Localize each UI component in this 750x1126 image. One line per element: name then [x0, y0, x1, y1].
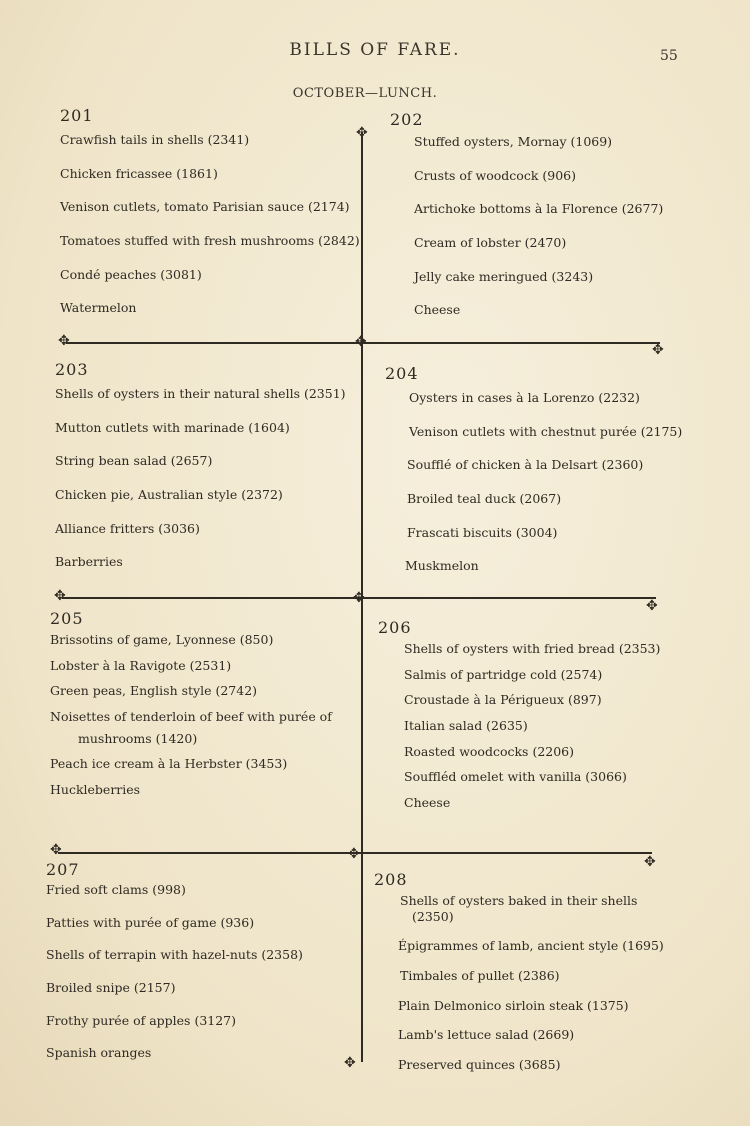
menu-item: Green peas, English style (2742) [50, 683, 258, 699]
menu-number: 204 [385, 364, 419, 383]
menu-item: Shells of oysters baked in their shells [400, 893, 638, 908]
menu-item: Frothy purée of apples (3127) [46, 1012, 237, 1028]
menu-item: Plain Delmonico sirloin steak (1375) [398, 997, 629, 1013]
menu-item: Chicken fricassee (1861) [60, 165, 218, 181]
menu-item: Brissotins of game, Lyonnese (850) [50, 632, 274, 647]
menu-item: Peach ice cream à la Herbster (3453) [50, 756, 288, 772]
menu-204 [385, 364, 682, 574]
menu-item: Barberries [55, 554, 123, 570]
menu-item: Huckleberries [50, 781, 141, 797]
menu-208 [374, 870, 664, 1072]
menu-203 [55, 360, 346, 570]
menu-item: Lamb's lettuce salad (2669) [398, 1027, 575, 1043]
menu-item: Épigrammes of lamb, ancient style (1695) [398, 938, 664, 954]
menu-item: Timbales of pullet (2386) [400, 967, 560, 983]
menu-item: Shells of oysters with fried bread (2353) [404, 641, 661, 656]
menu-number: 202 [390, 110, 424, 129]
ornament-icon: ✥ [644, 854, 656, 870]
menu-number: 201 [60, 106, 94, 125]
menu-item: Muskmelon [405, 558, 479, 574]
ornament-icon: ✥ [646, 598, 658, 614]
ornament-icon: ✥ [652, 342, 664, 358]
menu-item: Chicken pie, Australian style (2372) [55, 486, 283, 502]
menu-item: Shells of terrapin with hazel-nuts (2358) [46, 947, 303, 963]
menu-item-continuation: (2350) [412, 908, 454, 924]
menu-item: Frascati biscuits (3004) [407, 524, 558, 540]
menu-item: Shells of oysters in their natural shells (2351) [55, 386, 346, 401]
menu-item: Cheese [414, 302, 461, 318]
page-number: 55 [660, 48, 678, 64]
ornament-icon: ✥ [344, 1055, 356, 1071]
section-heading: OCTOBER—LUNCH. [292, 86, 438, 101]
menu-item: Cheese [404, 794, 451, 810]
menu-item: Alliance fritters (3036) [55, 520, 200, 536]
menu-item: Oysters in cases à la Lorenzo (2232) [409, 390, 640, 405]
menu-item: Artichoke bottoms à la Florence (2677) [414, 201, 664, 217]
menu-item: Roasted woodcocks (2206) [404, 743, 575, 759]
menu-item-continuation: mushrooms (1420) [78, 730, 198, 746]
menu-item: Italian salad (2635) [404, 717, 528, 733]
menu-item: Fried soft clams (998) [46, 882, 186, 897]
menu-item: Cream of lobster (2470) [414, 234, 567, 250]
ornament-icon: ✥ [355, 334, 367, 350]
menu-item: Preserved quinces (3685) [398, 1056, 561, 1072]
menu-201 [60, 106, 360, 316]
menu-item: Broiled snipe (2157) [46, 979, 176, 995]
menu-number: 208 [374, 870, 408, 889]
menu-202 [390, 110, 663, 318]
menu-item: Stuffed oysters, Mornay (1069) [414, 134, 613, 149]
menu-item: Spanish oranges [46, 1045, 152, 1061]
menu-item: Salmis of partridge cold (2574) [404, 666, 603, 682]
menu-number: 206 [378, 618, 412, 637]
menu-206 [378, 618, 660, 810]
menu-number: 205 [50, 609, 84, 628]
menu-item: String bean salad (2657) [55, 453, 213, 469]
ornament-icon: ✥ [348, 846, 360, 862]
menu-207 [46, 860, 303, 1061]
menu-item: Soufflé of chicken à la Delsart (2360) [407, 457, 644, 473]
menu-item: Noisettes of tenderloin of beef with purée of [50, 708, 332, 724]
menu-item: Condé peaches (3081) [60, 266, 202, 282]
ornament-icon: ✥ [54, 588, 66, 604]
menu-item: Watermelon [60, 300, 137, 316]
menu-item: Venison cutlets, tomato Parisian sauce (2174) [60, 199, 350, 215]
menu-item: Broiled teal duck (2067) [407, 490, 562, 506]
menu-item: Tomatoes stuffed with fresh mushrooms (2842) [60, 232, 360, 248]
page-title: BILLS OF FARE. [289, 40, 461, 60]
menu-205 [50, 609, 332, 797]
menu-item: Crawfish tails in shells (2341) [60, 132, 250, 147]
ornament-icon: ✥ [58, 333, 70, 349]
ornament-icon: ✥ [50, 842, 62, 858]
menu-item: Patties with purée of game (936) [46, 914, 255, 930]
ornament-icon: ✥ [356, 125, 368, 141]
menu-item: Souffléd omelet with vanilla (3066) [404, 769, 627, 785]
menu-item: Croustade à la Périgueux (897) [404, 692, 602, 708]
menu-item: Jelly cake meringued (3243) [414, 268, 594, 284]
ornament-icon: ✥ [353, 590, 365, 606]
menu-item: Crusts of woodcock (906) [414, 167, 576, 183]
menu-number: 207 [46, 860, 80, 879]
menu-number: 203 [55, 360, 89, 379]
menu-item: Venison cutlets with chestnut purée (2175) [409, 423, 683, 439]
menu-item: Mutton cutlets with marinade (1604) [55, 419, 290, 435]
menu-item: Lobster à la Ravigote (2531) [50, 657, 232, 673]
